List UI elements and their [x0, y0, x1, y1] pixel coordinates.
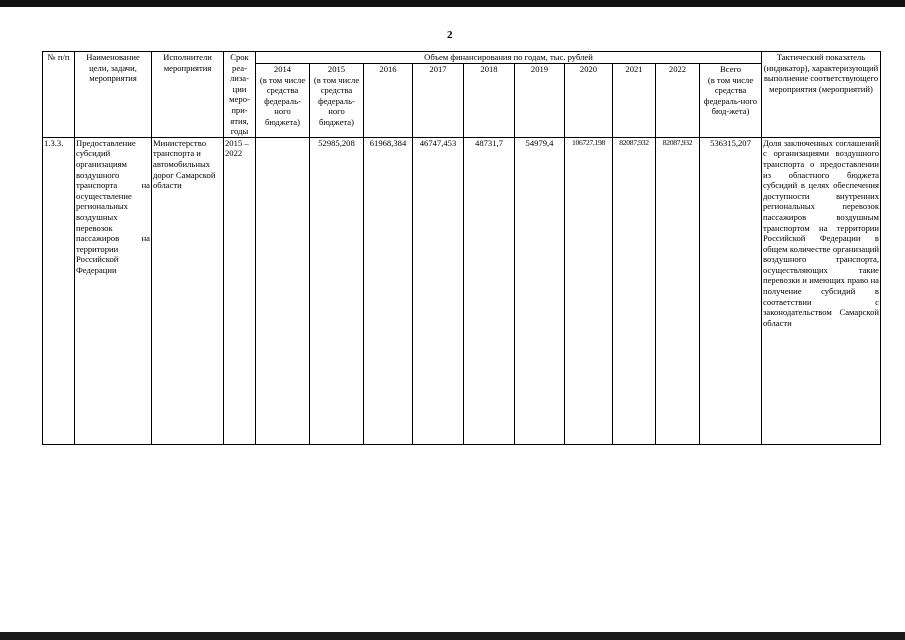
- header-name: Наименование цели, задачи, мероприятия: [75, 52, 152, 138]
- value-2015: 52985,208: [310, 137, 364, 444]
- value-2018: 48731,7: [464, 137, 515, 444]
- year-2015-header: 2015 (в том числе средства федераль-ного бюджета): [310, 64, 364, 138]
- value-total: 536315,207: [700, 137, 762, 444]
- value-2020: 106727,198: [565, 137, 613, 444]
- row-indicator: Доля заключенных соглашений с организациями воздушного транспорта о предоставлении из областного бюджета субсидий в целях обеспечения доступности внутренних региональных перевозок пассажиров воздушным транспортом на территории Российской Федерации в общем количестве организаций воздушного транспорта, осуществляющих такие перевозки и имеющих право на получение субсидий в соответствии с законодательством Самарской области: [762, 137, 881, 444]
- header-number: № п/п: [43, 52, 75, 138]
- header-indicator: Тактический показатель (индикатор), характеризующий выполнение соответствующего мероприятия (мероприятий): [762, 52, 881, 138]
- total-header: Всего (в том числе средства федераль-ного бюд-жета): [700, 64, 762, 138]
- year-2016-header: 2016: [364, 64, 413, 138]
- value-2019: 54979,4: [515, 137, 565, 444]
- year-2021-header: 2021: [613, 64, 656, 138]
- header-financing: Объем финансирования по годам, тыс. рублей: [256, 52, 762, 64]
- value-2021: 82087,932: [613, 137, 656, 444]
- scan-bottom-edge: [0, 632, 905, 640]
- value-2016: 61968,384: [364, 137, 413, 444]
- value-2022: 82087,932: [656, 137, 700, 444]
- year-2020-header: 2020: [565, 64, 613, 138]
- year-2017-header: 2017: [413, 64, 464, 138]
- page-number: 2: [447, 29, 453, 41]
- value-2014: [256, 137, 310, 444]
- year-2022-header: 2022: [656, 64, 700, 138]
- row-number: 1.3.3.: [43, 137, 75, 444]
- row-executor: Министерство транспорта и автомобильных дорог Самарской области: [152, 137, 224, 444]
- scan-top-edge: [0, 0, 905, 7]
- row-term: 2015 – 2022: [224, 137, 256, 444]
- header-executors: Исполнители мероприятия: [152, 52, 224, 138]
- row-name: Предоставление субсидий организациям воздушного транспорта на осуществление региональных воздушных перевозок пассажиров на территории Российской Федерации: [75, 137, 152, 444]
- value-2017: 46747,453: [413, 137, 464, 444]
- year-2018-header: 2018: [464, 64, 515, 138]
- table-row: [43, 137, 881, 444]
- year-2014-header: 2014 (в том числе средства федераль-ного бюджета): [256, 64, 310, 138]
- year-2019-header: 2019: [515, 64, 565, 138]
- header-term: Срок реа-лиза-ции меро-при-ятия, годы: [224, 52, 256, 138]
- financing-table: [42, 51, 881, 445]
